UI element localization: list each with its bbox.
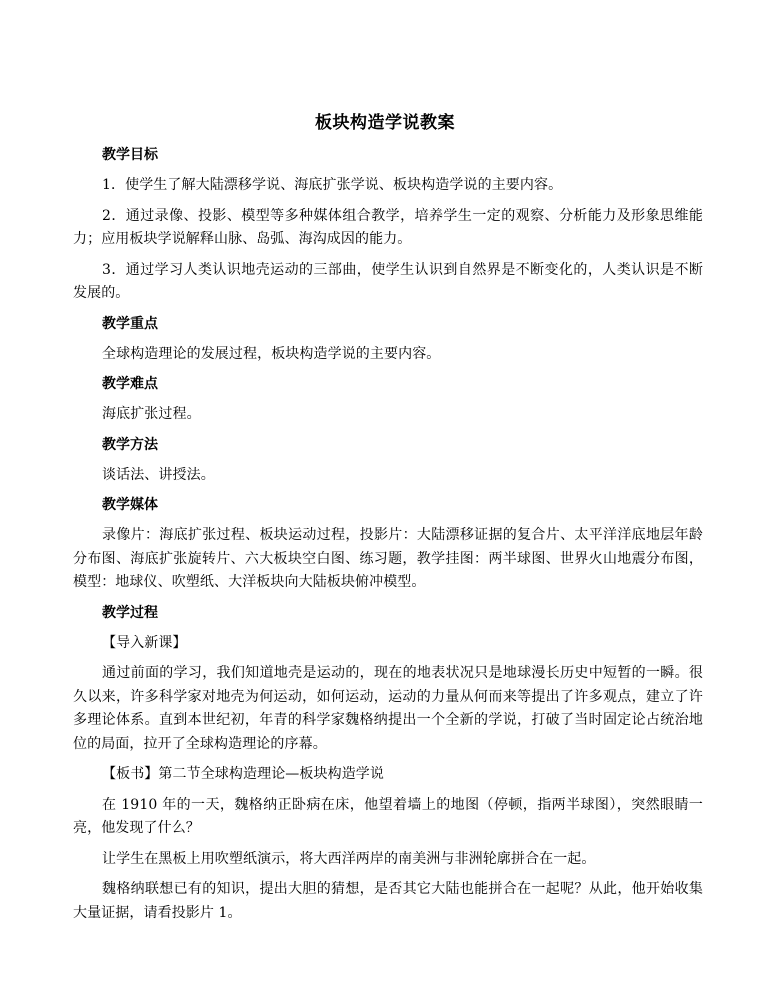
goal-2: 2．通过录像、投影、模型等多种媒体组合教学，培养学生一定的观察、分析能力及形象思维能力；应用板块学说解释山脉、岛弧、海沟成因的能力。 — [73, 207, 703, 247]
para-1910: 在 1910 年的一天，魏格纳正卧病在床，他望着墙上的地图（停顿，指两半球图），突然眼睛一亮，他发现了什么？ — [73, 796, 703, 836]
intro-text: 通过前面的学习，我们知道地壳是运动的，现在的地表状况只是地球漫长历史中短暂的一瞬。很久以来，许多科学家对地壳为何运动，如何运动，运动的力量从何而来等提出了许多观点，建立了许多理论体系。直到本世纪初，年青的科学家魏格纳提出一个全新的学说，打破了当时固定论占统治地位的局面，拉开了全球构造理论的序幕。 — [73, 665, 703, 752]
process-heading: 教学过程 — [102, 604, 158, 621]
method-text: 谈话法、讲授法。 — [102, 466, 215, 483]
difficulty-heading: 教学难点 — [102, 376, 158, 392]
para-guess: 魏格纳联想已有的知识，提出大胆的猜想，是否其它大陆也能拼合在一起呢？从此，他开始收集大量证据，请看投影片 1。 — [73, 881, 703, 921]
media-heading: 教学媒体 — [102, 497, 158, 513]
goal-1: 1．使学生了解大陆漂移学说、海底扩张学说、板块构造学说的主要内容。 — [102, 177, 563, 193]
board-text: 【板书】第二节全球构造理论—板块构造学说 — [102, 766, 384, 782]
document-body — [73, 144, 703, 925]
document-title: 板块构造学说教案 — [315, 113, 455, 133]
para-demo: 让学生在黑板上用吹塑纸演示，将大西洋两岸的南美洲与非洲轮廓拼合在一起。 — [102, 850, 596, 867]
goal-3: 3．通过学习人类认识地壳运动的三部曲，使学生认识到自然界是不断变化的，人类认识是不断发展的。 — [73, 261, 703, 301]
key-text: 全球构造理论的发展过程，板块构造学说的主要内容。 — [102, 345, 441, 362]
goals-heading: 教学目标 — [102, 147, 158, 163]
media-text: 录像片：海底扩张过程、板块运动过程，投影片：大陆漂移证据的复合片、太平洋洋底地层年龄分布图、海底扩张旋转片、六大板块空白图、练习题，教学挂图：两半球图、世界火山地震分布图，模型：地球仪、吹塑纸、大洋板块向大陆板块俯冲模型。 — [73, 527, 703, 590]
difficulty-text: 海底扩张过程。 — [102, 406, 201, 422]
key-heading: 教学重点 — [102, 315, 158, 332]
method-heading: 教学方法 — [102, 436, 158, 453]
intro-label: 【导入新课】 — [102, 634, 187, 651]
